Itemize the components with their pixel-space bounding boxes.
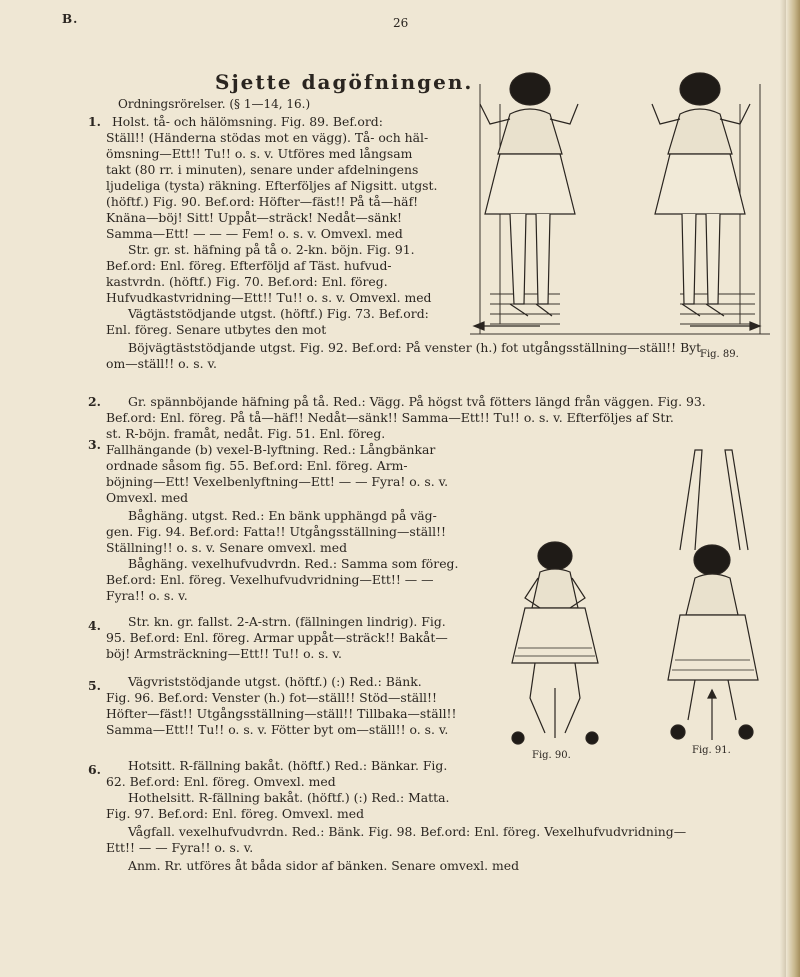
text-line: (höftf.) Fig. 90. Bef.ord: Höfter—fäst!! På tå—häf! xyxy=(106,194,419,209)
page-fold-shadow xyxy=(780,0,786,977)
text-line: Hufvudkastvridning—Ett!! Tu!! o. s. v. Omvexl. med xyxy=(106,290,432,305)
text-line: st. R-böjn. framåt, nedåt. Fig. 51. Enl. föreg. xyxy=(106,426,386,441)
text-line: Bef.ord: Enl. föreg. På tå—häf!! Nedåt—sänk!! Samma—Ett!! Tu!! o. s. v. Efterföljes af Str. xyxy=(106,410,674,425)
text-line: böjning—Ett! Vexelbenlyftning—Ett! — — Fyra! o. s. v. xyxy=(106,474,449,489)
page-title: Sjette dagöfningen. xyxy=(215,70,474,94)
text-line: Ställning!! o. s. v. Senare omvexl. med xyxy=(106,540,348,555)
text-line: Anm. Rr. utföres åt båda sidor af bänken. Senare omvexl. med xyxy=(128,858,520,873)
page-edge xyxy=(786,0,800,977)
text-line: Bef.ord: Enl. föreg. Vexelhufvudvridning—Ett!! — — xyxy=(106,572,434,587)
text-line: Gr. spännböjande häfning på tå. Red.: Vägg. På högst två fötters längd från väggen. Fig. 93. xyxy=(128,394,706,409)
text-line: Vägvriststödjande utgst. (höftf.) (:) Red.: Bänk. xyxy=(128,674,422,689)
text-line: Samma—Ett! — — — Fem! o. s. v. Omvexl. med xyxy=(106,226,403,241)
text-line: Fig. 96. Bef.ord: Venster (h.) fot—ställ!! Stöd—ställ!! xyxy=(106,690,437,705)
text-line: Omvexl. med xyxy=(106,490,189,505)
text-line: Båghäng. vexelhufvudvrdn. Red.: Samma som föreg. xyxy=(128,556,459,571)
text-line: Enl. föreg. Senare utbytes den mot xyxy=(106,322,327,337)
exercise-number-6: 6. xyxy=(88,762,101,777)
text-line: Str. gr. st. häfning på tå o. 2-kn. böjn. Fig. 91. xyxy=(128,242,415,257)
figure-90-drawing xyxy=(500,538,610,748)
text-line: Ett!! — — Fyra!! o. s. v. xyxy=(106,840,254,855)
figure-90-label: Fig. 90. xyxy=(532,750,571,761)
exercise-number-5: 5. xyxy=(88,678,101,693)
text-line: Hotsitt. R-fällning bakåt. (höftf.) Red.: Bänkar. Fig. xyxy=(128,758,448,773)
text-line: Samma—Ett!! Tu!! o. s. v. Fötter byt om—ställ!! o. s. v. xyxy=(106,722,449,737)
text-line: Holst. tå- och hälömsning. Fig. 89. Bef.ord: xyxy=(112,114,383,129)
figure-91-drawing xyxy=(640,440,780,750)
figure-91-label: Fig. 91. xyxy=(692,745,731,756)
text-line: ömsning—Ett!! Tu!! o. s. v. Utföres med långsam xyxy=(106,146,413,161)
exercise-number-2: 2. xyxy=(88,394,101,409)
section-subtitle: Ordningsrörelser. (§ 1—14, 16.) xyxy=(118,97,311,111)
text-line: Vägtäststödjande utgst. (höftf.) Fig. 73. Bef.ord: xyxy=(128,306,429,321)
text-line: Vågfall. vexelhufvudvrdn. Red.: Bänk. Fig. 98. Bef.ord: Enl. föreg. Vexelhufvudvridning— xyxy=(128,824,687,839)
text-line: Bef.ord: Enl. föreg. Efterföljd af Täst. hufvud- xyxy=(106,258,392,273)
text-line: 95. Bef.ord: Enl. föreg. Armar uppåt—sträck!! Bakåt— xyxy=(106,630,448,645)
exercise-number-4: 4. xyxy=(88,618,101,633)
text-line: Fyra!! o. s. v. xyxy=(106,588,188,603)
text-line: Båghäng. utgst. Red.: En bänk upphängd på väg- xyxy=(128,508,437,523)
text-line: ordnade såsom fig. 55. Bef.ord: Enl. föreg. Arm- xyxy=(106,458,408,473)
text-line: gen. Fig. 94. Bef.ord: Fatta!! Utgångsställning—ställ!! xyxy=(106,524,446,539)
text-line: Str. kn. gr. fallst. 2-A-strn. (fällningen lindrig). Fig. xyxy=(128,614,446,629)
text-line: Höfter—fäst!! Utgångsställning—ställ!! Tillbaka—ställ!! xyxy=(106,706,457,721)
figure-89-drawing xyxy=(470,64,770,354)
text-line: takt (80 rr. i minuten), senare under afdelningens xyxy=(106,162,419,177)
text-line: Fig. 97. Bef.ord: Enl. föreg. Omvexl. med xyxy=(106,806,365,821)
figure-90-illustration xyxy=(500,538,610,763)
exercise-number-1: 1. xyxy=(88,114,101,129)
text-line: kastvrdn. (höftf.) Fig. 70. Bef.ord: Enl. föreg. xyxy=(106,274,388,289)
figure-89-illustration xyxy=(470,64,770,360)
text-line: ljudeliga (tysta) räkning. Efterföljes af Nigsitt. utgst. xyxy=(106,178,438,193)
text-line: böj! Armsträckning—Ett!! Tu!! o. s. v. xyxy=(106,646,342,661)
text-line: Ställ!! (Händerna stödas mot en vägg). Tå- och häl- xyxy=(106,130,429,145)
corner-mark: B. xyxy=(62,12,79,26)
figure-91-illustration xyxy=(640,440,780,765)
text-line: 62. Bef.ord: Enl. föreg. Omvexl. med xyxy=(106,774,336,789)
page-number: 26 xyxy=(393,16,409,30)
figure-89-label: Fig. 89. xyxy=(700,349,739,360)
text-line: om—ställ!! o. s. v. xyxy=(106,356,217,371)
text-line: Fallhängande (b) vexel-B-lyftning. Red.: Långbänkar xyxy=(106,442,436,457)
exercise-number-3: 3. xyxy=(88,437,101,452)
text-line: Knäna—böj! Sitt! Uppåt—sträck! Nedåt—sänk! xyxy=(106,210,403,225)
text-line: Hothelsitt. R-fällning bakåt. (höftf.) (:) Red.: Matta. xyxy=(128,790,450,805)
text-line: Böjvägtäststödjande utgst. Fig. 92. Bef.ord: På venster (h.) fot utgångsställning—ställ!! Byt xyxy=(128,340,702,355)
